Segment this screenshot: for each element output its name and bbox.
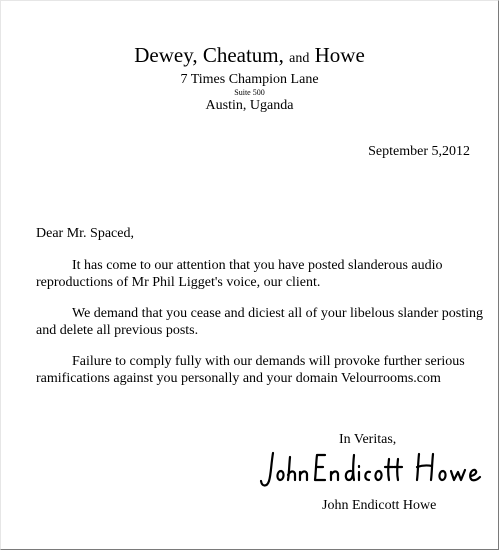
body-paragraph-2: We demand that you cease and diciest all of your libelous slander posting and delete all previous posts. xyxy=(36,306,483,338)
address-city: Austin, Uganda xyxy=(205,98,294,113)
letterhead xyxy=(0,42,499,114)
firm-name-part2: Howe xyxy=(314,43,365,67)
signatory-name: John Endicott Howe xyxy=(322,498,437,513)
salutation: Dear Mr. Spaced, xyxy=(36,226,134,241)
firm-name-and: and xyxy=(289,51,310,66)
handwritten-signature xyxy=(259,447,491,491)
firm-name xyxy=(0,42,499,72)
letter-date: September 5,2012 xyxy=(368,144,470,159)
firm-name-part1: Dewey, Cheatum, xyxy=(134,43,284,67)
body-paragraph-3: Failure to comply fully with our demands will provoke further serious ramifications against you personally and your domain Velourrooms.com xyxy=(36,354,465,386)
address-street: 7 Times Champion Lane xyxy=(180,72,319,87)
closing: In Veritas, xyxy=(339,432,397,447)
body-paragraph-1: It has come to our attention that you have posted slanderous audio reproductions of Mr Phil Ligget's voice, our client. xyxy=(36,258,443,290)
address-suite: Suite 500 xyxy=(234,88,265,97)
